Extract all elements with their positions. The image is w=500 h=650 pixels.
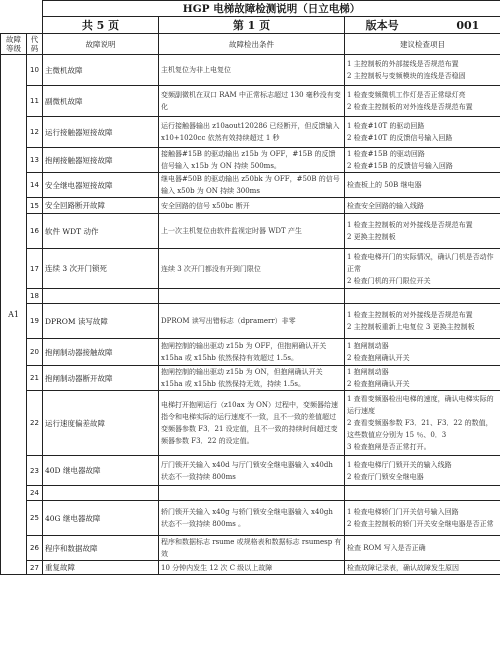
check-advice: 1 主控制板的外部接线是否规范布置 2 主控制板与变频模块的连线是否稳固 (345, 55, 500, 86)
fault-name: 抱闸制动器断开故障 (43, 366, 159, 391)
total-pages: 共 5 页 (43, 17, 159, 34)
table-row (1, 456, 500, 486)
fault-name (43, 289, 159, 304)
table-row (1, 304, 500, 339)
detection-condition: 抱闸控制的输出驱动 z15b 为 ON，但抱闸确认开关 x15ha 或 x15hb 依然保持无效，持续 1.5s。 (159, 366, 345, 391)
detection-condition: DPROM 读写出错标志（dpramerr）非零 (159, 304, 345, 339)
fault-code: 21 (27, 366, 43, 391)
table-row (1, 86, 500, 117)
version-number: 001 (456, 19, 480, 32)
header-advice: 建议检查项目 (345, 34, 500, 55)
header-condition: 故障检出条件 (159, 34, 345, 55)
fault-name (43, 486, 159, 501)
detection-condition: 上一次主机复位由软件监视定时器 WDT 产生 (159, 214, 345, 249)
check-advice: 检查 ROM 写入是否正确 (345, 536, 500, 561)
fault-name: 运行速度偏差故障 (43, 391, 159, 456)
detection-condition: 轿门锁开关输入 x40g 与轿门锁安全继电器输入 x40gh 状态不一致持续 800ms 。 (159, 501, 345, 536)
fault-code: 22 (27, 391, 43, 456)
table-row (1, 117, 500, 148)
detection-condition: 程序和数据标志 rsume 或规格表和数据标志 rsumesp 有效 (159, 536, 345, 561)
table-row (1, 173, 500, 198)
fault-name: 副微机故障 (43, 86, 159, 117)
fault-name: 40G 继电器故障 (43, 501, 159, 536)
table-row (1, 249, 500, 289)
detection-condition: 继电器#50B 的驱动输出 z50bk 为 OFF，#50B 的信号输入 x50b 为 ON 持续 300ms (159, 173, 345, 198)
detection-condition: 变频副微机在双口 RAM 中正常标志超过 130 毫秒没有变化 (159, 86, 345, 117)
check-advice: 1 检查#15B 的驱动回路 2 检查#15B 的反馈信号输入回路 (345, 148, 500, 173)
detection-condition: 抱闸控制的输出驱动 z15b 为 OFF，但抱闸确认开关 x15ha 或 x15hb 依然保持有效超过 1.5s。 (159, 339, 345, 366)
fault-name: 运行接触器短接故障 (43, 117, 159, 148)
detection-condition: 10 分钟内发生 12 次 C 级以上故障 (159, 561, 345, 575)
table-row (1, 561, 500, 575)
corner-blank (1, 1, 43, 34)
fault-code: 20 (27, 339, 43, 366)
detection-condition: 厅门锁开关输入 x40d 与厅门锁安全继电器输入 x40dh 状态不一致持续 800ms (159, 456, 345, 486)
table-row (1, 214, 500, 249)
detection-condition: 连续 3 次开门都没有开到门限位 (159, 249, 345, 289)
fault-code: 11 (27, 86, 43, 117)
check-advice: 检查安全回路的输入线路 (345, 198, 500, 214)
check-advice: 1 查看变频器检出电梯的速度，确认电梯实际的运行速度 2 查看变频器参数 F3．21、F3．22 的数值，这些数值应分别为 15 ％、0．3 3 检查抱闸是否正常打开。 (345, 391, 500, 456)
fault-name: 安全继电器短接故障 (43, 173, 159, 198)
fault-code: 18 (27, 289, 43, 304)
fault-name: 抱闸制动器接触故障 (43, 339, 159, 366)
fault-code: 26 (27, 536, 43, 561)
detection-condition: 主机复位为非上电复位 (159, 55, 345, 86)
table-row (1, 198, 500, 214)
fault-code: 24 (27, 486, 43, 501)
detection-condition (159, 486, 345, 501)
header-code: 代 码 (27, 34, 43, 55)
check-advice: 1 检查电梯开门的实际情况，确认门机是否动作正常 2 检查门机的开门限位开关 (345, 249, 500, 289)
table-row (1, 486, 500, 501)
fault-code: 13 (27, 148, 43, 173)
fault-code: 17 (27, 249, 43, 289)
check-advice: 1 检查变频微机工作灯是否正常绿灯亮 2 检查主控制板的对外连线是否规范布置 (345, 86, 500, 117)
detection-condition: 电梯打开抱闸运行（z10ax 为 ON）过程中，变频器给速指令和电梯实际的运行速度不一致，且不一致的差值超过变频器参数 F3．21 设定值，且不一致的持续时间超过变频器参数 F3．22 的设定值。 (159, 391, 345, 456)
detection-condition (159, 289, 345, 304)
check-advice: 1 检查#10T 的驱动回路 2 检查#10T 的反馈信号输入回路 (345, 117, 500, 148)
check-advice: 1 检查电梯厅门锁开关的输入线路 2 检查厅门锁安全继电器 (345, 456, 500, 486)
fault-code: 10 (27, 55, 43, 86)
check-advice: 1 检查主控制板的对外接线是否规范布置 2 主控制板重新上电复位 3 更换主控制板 (345, 304, 500, 339)
check-advice (345, 289, 500, 304)
fault-code: 19 (27, 304, 43, 339)
fault-name: 程序和数据故障 (43, 536, 159, 561)
fault-name: DPROM 读写故障 (43, 304, 159, 339)
fault-code: 15 (27, 198, 43, 214)
fault-code: 16 (27, 214, 43, 249)
fault-name: 主微机故障 (43, 55, 159, 86)
header-grade: 故障 等级 (1, 34, 27, 55)
fault-code: 25 (27, 501, 43, 536)
check-advice: 检查故障记录表，确认故障发生原因 (345, 561, 500, 575)
doc-title: HGP 电梯故障检测说明（日立电梯） (43, 1, 500, 17)
detection-condition: 接触器#15B 的驱动输出 z15b 为 OFF，#15B 的反馈信号输入 x15b 为 ON 持续 500ms。 (159, 148, 345, 173)
fault-name: 重复故障 (43, 561, 159, 575)
table-row (1, 55, 500, 86)
header-name: 故障说明 (43, 34, 159, 55)
table-row (1, 148, 500, 173)
version-cell (345, 17, 500, 34)
detection-condition: 运行接触器输出 z10aout120286 已经断开，但反馈输入 x10+1020cc 依然有效持续超过 1 秒 (159, 117, 345, 148)
fault-code: 14 (27, 173, 43, 198)
fault-code: 27 (27, 561, 43, 575)
table-row (1, 366, 500, 391)
check-advice (345, 486, 500, 501)
fault-grade: A1 (1, 55, 27, 575)
fault-name: 软件 WDT 动作 (43, 214, 159, 249)
check-advice: 1 检查电梯轿门门开关信号输入回路 2 检查主控制板的轿门开关安全继电器是否正常 (345, 501, 500, 536)
fault-name: 连续 3 次开门锁死 (43, 249, 159, 289)
fault-code: 23 (27, 456, 43, 486)
table-row (1, 391, 500, 456)
table-row (1, 289, 500, 304)
detection-condition: 安全回路的信号 x50bc 断开 (159, 198, 345, 214)
check-advice: 1 检查主控制板的对外接线是否规范布置 2 更换主控制板 (345, 214, 500, 249)
table-row (1, 536, 500, 561)
fault-name: 40D 继电器故障 (43, 456, 159, 486)
page-number: 第 1 页 (159, 17, 345, 34)
version-label: 版本号 (365, 19, 399, 32)
check-advice: 检查板上的 50B 继电器 (345, 173, 500, 198)
fault-code: 12 (27, 117, 43, 148)
table-row (1, 501, 500, 536)
table-row (1, 339, 500, 366)
fault-name: 抱闸接触器短接故障 (43, 148, 159, 173)
check-advice: 1 抱闸制动器 2 检查抱闸确认开关 (345, 366, 500, 391)
fault-name: 安全回路断开故障 (43, 198, 159, 214)
check-advice: 1 抱闸制动器 2 检查抱闸确认开关 (345, 339, 500, 366)
